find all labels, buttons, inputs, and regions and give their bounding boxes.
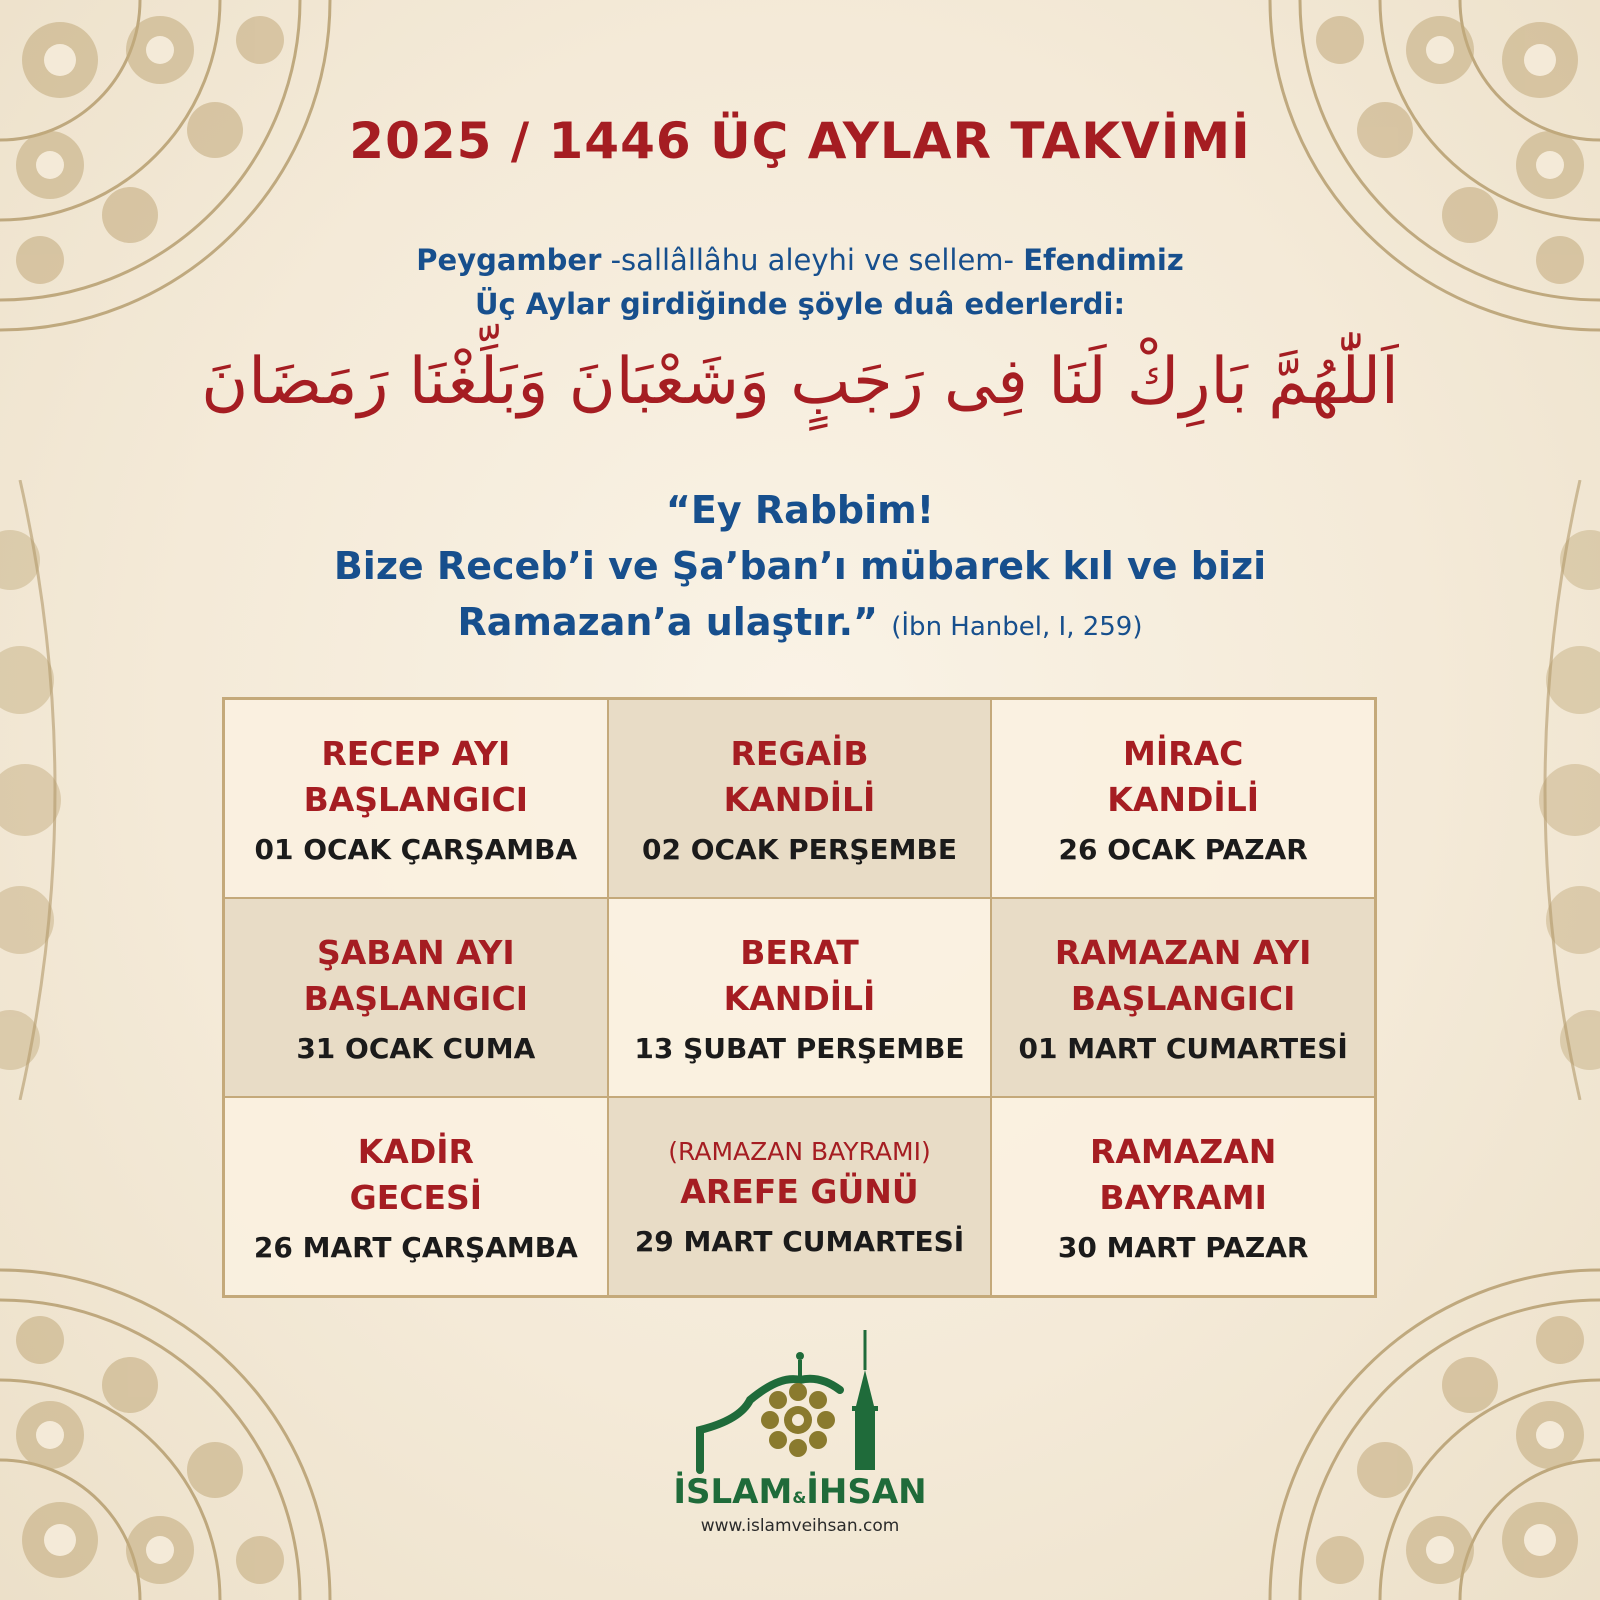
intro-efendimiz: Efendimiz xyxy=(1023,243,1184,277)
event-date: 02 OCAK PERŞEMBE xyxy=(641,833,957,866)
calendar-cell xyxy=(991,699,1375,898)
event-date: 29 MART CUMARTESİ xyxy=(634,1225,965,1258)
event-name: BERAT xyxy=(740,933,859,972)
event-name: BAYRAMI xyxy=(1099,1178,1267,1217)
event-name: KADİR xyxy=(357,1132,474,1171)
event-date: 30 MART PAZAR xyxy=(1057,1231,1309,1264)
event-name: AREFE GÜNÜ xyxy=(680,1172,919,1211)
calendar-cell xyxy=(991,1097,1375,1296)
event-name: REGAİB xyxy=(730,734,869,773)
mosque-logo-icon xyxy=(680,1320,920,1490)
intro-salawat: -sallâllâhu aleyhi ve sellem- xyxy=(601,243,1024,277)
event-date: 01 OCAK ÇARŞAMBA xyxy=(254,833,578,866)
event-name: KANDİLİ xyxy=(723,780,876,819)
event-name: RAMAZAN xyxy=(1089,1132,1277,1171)
quote-source: (İbn Hanbel, I, 259) xyxy=(891,612,1143,642)
event-name: GECESİ xyxy=(349,1178,483,1217)
event-prefix: (RAMAZAN BAYRAMI) xyxy=(668,1137,931,1166)
event-name: BAŞLANGICI xyxy=(303,780,529,819)
event-date: 26 MART ÇARŞAMBA xyxy=(253,1231,578,1264)
intro-line-1 xyxy=(0,238,1600,282)
event-name: MİRAC xyxy=(1123,734,1244,773)
event-name: ŞABAN AYI xyxy=(316,933,515,972)
calendar-cell xyxy=(224,898,608,1097)
event-name: RECEP AYI xyxy=(321,734,511,773)
calendar-cell xyxy=(608,699,992,898)
event-name: KANDİLİ xyxy=(723,979,876,1018)
arabic-dua: اَللّٰهُمَّ بَارِكْ لَنَا فِى رَجَبٍ وَشَعْبَانَ وَبَلِّغْنَا رَمَضَانَ xyxy=(201,345,1399,419)
quote-line-3: Ramazan’a ulaştır.” (İbn Hanbel, I, 259) xyxy=(457,600,1143,644)
calendar-grid xyxy=(222,697,1377,1298)
event-date: 13 ŞUBAT PERŞEMBE xyxy=(634,1032,965,1065)
event-date: 31 OCAK CUMA xyxy=(296,1032,536,1065)
calendar-cell xyxy=(224,699,608,898)
calendar-cell xyxy=(224,1097,608,1296)
event-name: BAŞLANGICI xyxy=(303,979,529,1018)
event-name: BAŞLANGICI xyxy=(1070,979,1296,1018)
event-name: RAMAZAN AYI xyxy=(1054,933,1312,972)
calendar-cell xyxy=(608,898,992,1097)
calendar-cell xyxy=(608,1097,992,1296)
quote-line-1: “Ey Rabbim! xyxy=(665,488,935,532)
page-title: 2025 / 1446 ÜÇ AYLAR TAKVİMİ xyxy=(349,112,1251,170)
calendar-cell xyxy=(991,898,1375,1097)
intro-text xyxy=(0,238,1600,326)
intro-peygamber: Peygamber xyxy=(416,243,602,277)
website-url: www.islamveihsan.com xyxy=(700,1516,900,1536)
quote-line-2: Bize Receb’i ve Şa’ban’ı mübarek kıl ve bizi xyxy=(333,544,1267,588)
event-date: 01 MART CUMARTESİ xyxy=(1018,1032,1348,1065)
event-name: KANDİLİ xyxy=(1107,780,1260,819)
intro-line-2: Üç Aylar girdiğinde şöyle duâ ederlerdi: xyxy=(474,287,1126,321)
dua-translation xyxy=(0,482,1600,655)
event-date: 26 OCAK PAZAR xyxy=(1058,833,1308,866)
brand-name: İSLAM&İHSAN xyxy=(673,1472,927,1512)
